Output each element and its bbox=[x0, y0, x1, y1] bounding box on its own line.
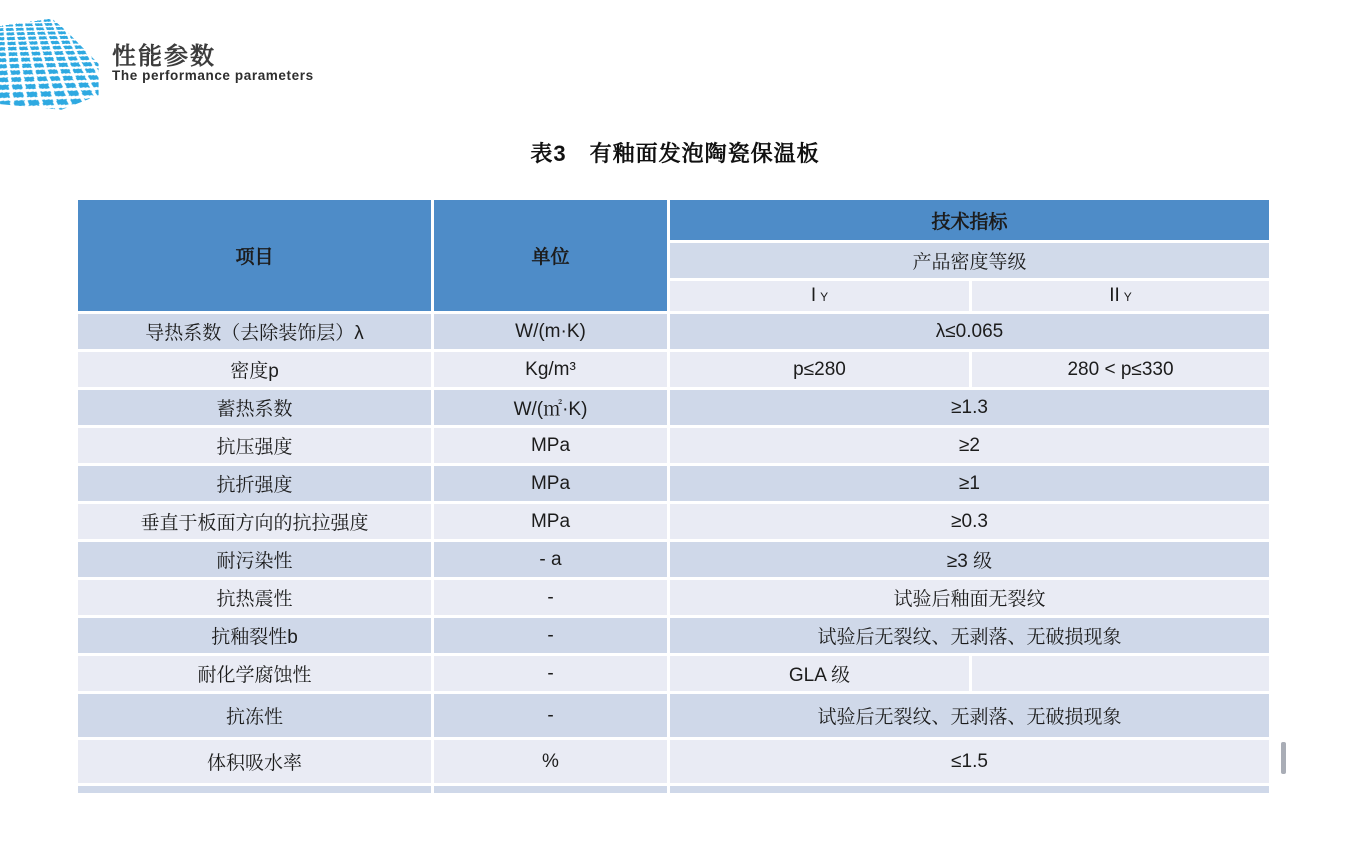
unit-cell: MPa bbox=[434, 466, 667, 501]
header-item: 项目 bbox=[78, 200, 431, 311]
unit-cell: W/(㎡·K) bbox=[434, 390, 667, 425]
value-cell-grade2 bbox=[972, 656, 1269, 691]
table-title: 表3 有釉面发泡陶瓷保温板 bbox=[530, 141, 820, 166]
item-cell: 垂直于板面方向的抗拉强度 bbox=[78, 504, 431, 539]
grade-1-subscript: Y bbox=[820, 290, 829, 304]
brand-subtitle: The performance parameters bbox=[112, 68, 314, 83]
value-cell: ≥2 bbox=[670, 428, 1269, 463]
brand-logo bbox=[0, 0, 106, 112]
unit-cell: MPa bbox=[434, 504, 667, 539]
value-cell-grade1: p≤280 bbox=[670, 352, 969, 387]
unit-cell: Kg/m³ bbox=[434, 352, 667, 387]
grade-1-label: I bbox=[810, 285, 817, 306]
scrollbar-thumb[interactable] bbox=[1281, 742, 1286, 774]
value-cell: 试验后无裂纹、无剥落、无破损现象 bbox=[670, 694, 1269, 737]
value-cell: ≥3 级 bbox=[670, 542, 1269, 577]
header-density-grade: 产品密度等级 bbox=[670, 243, 1269, 278]
value-cell: 试验后无裂纹、无剥落、无破损现象 bbox=[670, 618, 1269, 653]
value-cell: λ≤0.065 bbox=[670, 314, 1269, 349]
item-cell: 抗热震性 bbox=[78, 580, 431, 615]
item-cell bbox=[78, 786, 431, 793]
partial-clipped-row bbox=[78, 786, 1269, 793]
item-cell: 导热系数（去除装饰层）λ bbox=[78, 314, 431, 349]
value-cell bbox=[670, 786, 1269, 793]
item-cell: 密度p bbox=[78, 352, 431, 387]
value-cell-grade2: 280 < p≤330 bbox=[972, 352, 1269, 387]
item-cell: 抗釉裂性b bbox=[78, 618, 431, 653]
unit-cell: MPa bbox=[434, 428, 667, 463]
unit-cell bbox=[434, 786, 667, 793]
header-grade-1 bbox=[670, 281, 969, 311]
value-cell: ≥1.3 bbox=[670, 390, 1269, 425]
value-cell-grade1: GLA 级 bbox=[670, 656, 969, 691]
unit-cell: - bbox=[434, 656, 667, 691]
tiles-pattern-icon bbox=[0, 14, 106, 112]
value-cell: ≤1.5 bbox=[670, 740, 1269, 783]
header-grade-2 bbox=[972, 281, 1269, 311]
item-cell: 体积吸水率 bbox=[78, 740, 431, 783]
grade-2-subscript: Y bbox=[1123, 290, 1132, 304]
header-unit: 单位 bbox=[434, 200, 667, 311]
item-cell: 耐污染性 bbox=[78, 542, 431, 577]
performance-table bbox=[75, 197, 1272, 796]
item-cell: 抗压强度 bbox=[78, 428, 431, 463]
item-cell: 蓄热系数 bbox=[78, 390, 431, 425]
unit-cell: % bbox=[434, 740, 667, 783]
value-cell: 试验后釉面无裂纹 bbox=[670, 580, 1269, 615]
unit-cell: - bbox=[434, 618, 667, 653]
header-tech-indicators: 技术指标 bbox=[670, 200, 1269, 240]
unit-cell: - bbox=[434, 580, 667, 615]
unit-cell: W/(m·K) bbox=[434, 314, 667, 349]
value-cell: ≥1 bbox=[670, 466, 1269, 501]
brand-title: 性能参数 bbox=[112, 43, 216, 70]
item-cell: 耐化学腐蚀性 bbox=[78, 656, 431, 691]
unit-cell: - bbox=[434, 694, 667, 737]
item-cell: 抗折强度 bbox=[78, 466, 431, 501]
value-cell: ≥0.3 bbox=[670, 504, 1269, 539]
unit-cell: - a bbox=[434, 542, 667, 577]
grade-2-label: II bbox=[1109, 285, 1120, 306]
item-cell: 抗冻性 bbox=[78, 694, 431, 737]
